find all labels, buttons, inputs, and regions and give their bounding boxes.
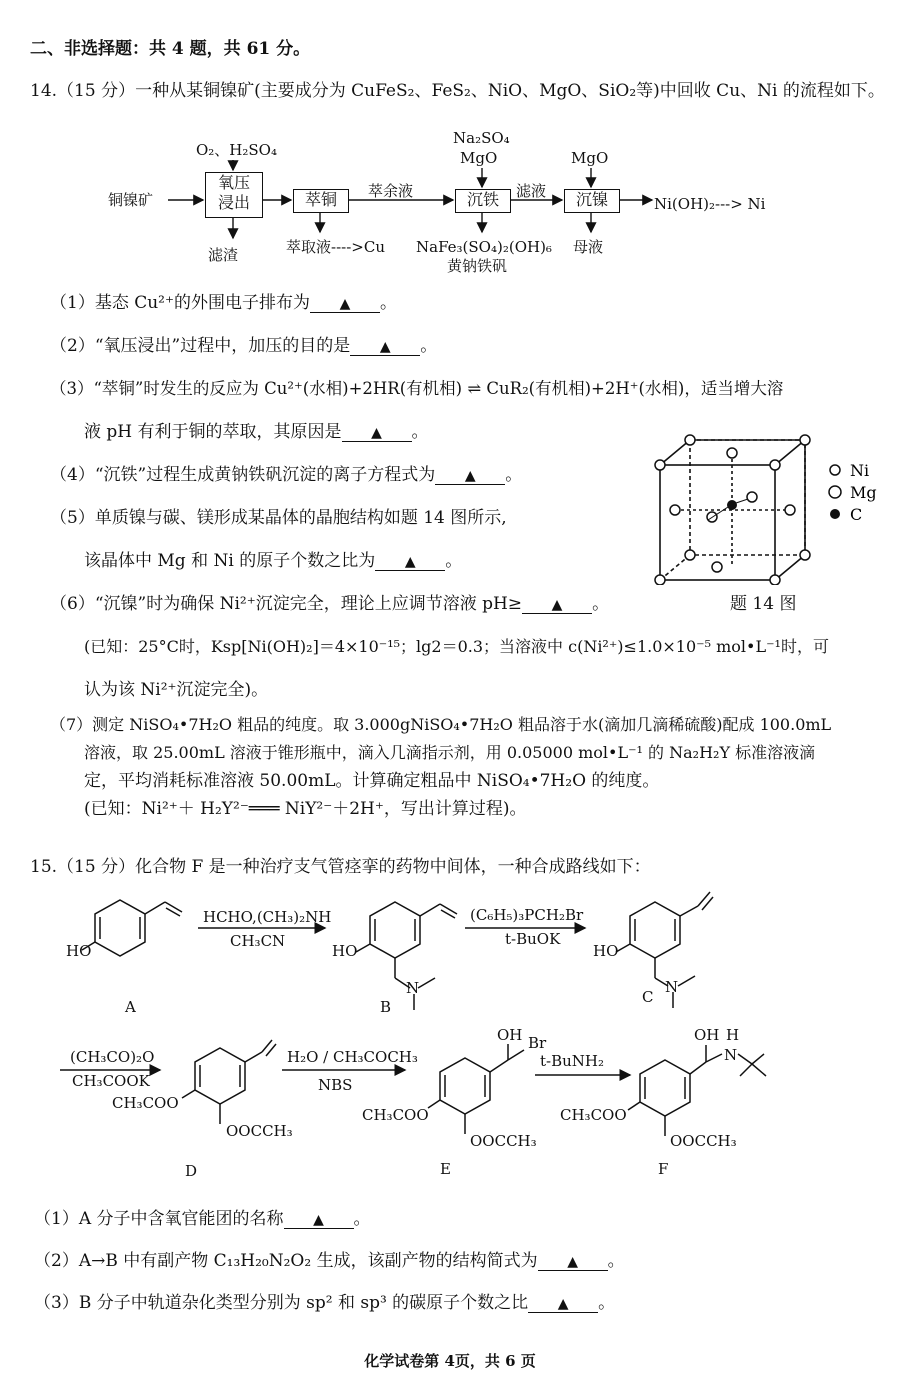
q14-part6-note2: 认为该 Ni²⁺沉淀完全)。 xyxy=(84,680,269,700)
q14-part5-line1: （5）单质镍与碳、镁形成某晶体的晶胞结构如题 14 图所示, xyxy=(50,508,507,528)
q14-part2-end: 。 xyxy=(420,336,438,356)
q14-part6-answer-blank[interactable]: ▲ xyxy=(522,597,592,614)
q15-part2-text: （2）A→B 中有副产物 C₁₃H₂₀N₂O₂ 生成，该副产物的结构简式为 xyxy=(34,1251,538,1271)
f-oocch3-label: OOCCH₃ xyxy=(670,1132,737,1150)
q15-part3-answer-blank[interactable]: ▲ xyxy=(528,1296,598,1313)
q14-stem: 14.（15 分）一种从某铜镍矿(主要成分为 CuFeS₂、FeS₂、NiO、MgO、SiO₂等)中回收 Cu、Ni 的流程如下。 xyxy=(30,81,885,101)
e-acetoxy-label: CH₃COO xyxy=(362,1106,429,1124)
q14-part1 xyxy=(50,292,397,314)
q15-stem: 15.（15 分）化合物 F 是一种治疗支气管痉挛的药物中间体，一种合成路线如下： xyxy=(30,857,651,877)
reagent-de-bottom: NBS xyxy=(318,1076,353,1094)
atom-ni-corner xyxy=(685,435,695,445)
q14-part5-text: 该晶体中 Mg 和 Ni 的原子个数之比为 xyxy=(84,551,376,571)
q14-part4-answer-blank[interactable]: ▲ xyxy=(435,468,505,485)
compound-f-structure xyxy=(628,1045,766,1136)
page-footer: 化学试卷第 4页，共 6 页 xyxy=(364,1352,536,1370)
flow-box1-input: O₂、H₂SO₄ xyxy=(196,141,277,159)
f-acetoxy-label: CH₃COO xyxy=(560,1106,627,1124)
flow-box-extract-copper: 萃铜 xyxy=(293,189,349,213)
q14-part3-text: 液 pH 有利于铜的萃取，其原因是 xyxy=(84,422,342,442)
q14-part6 xyxy=(50,593,609,615)
flow-arrow3-label: 滤液 xyxy=(516,182,547,200)
flow-box-remove-iron: 沉铁 xyxy=(455,189,511,213)
q14-part2 xyxy=(50,335,437,357)
d-oocch3-label: OOCCH₃ xyxy=(226,1122,293,1140)
d-acetoxy-label: CH₃COO xyxy=(112,1094,179,1112)
q15-part1-text: （1）A 分子中含氧官能团的名称 xyxy=(34,1209,284,1229)
q14-part3-line1: （3）“萃铜”时发生的反应为 Cu²⁺(水相)+2HR(有机相) ⇌ CuR₂(有机相)+2H⁺(水相)，适当增大溶 xyxy=(50,379,784,398)
atom-ni-corner xyxy=(685,550,695,560)
atom-mg-face xyxy=(670,505,680,515)
q14-part6-end: 。 xyxy=(592,594,610,614)
flow-box3-output-formula: NaFe₃(SO₄)₂(OH)₆ xyxy=(416,238,552,256)
b-ho-label: HO xyxy=(332,942,358,960)
crystal-cell-figure xyxy=(640,425,880,585)
synthesis-route xyxy=(0,880,900,1190)
flow-box4-input: MgO xyxy=(571,149,609,167)
flow-end: Ni(OH)₂---> Ni xyxy=(654,195,766,213)
a-ho-label: HO xyxy=(66,942,92,960)
q15-part2-end: 。 xyxy=(607,1251,625,1271)
q14-part3-answer-blank[interactable]: ▲ xyxy=(342,425,412,442)
q14-part4-end: 。 xyxy=(505,465,523,485)
e-oocch3-label: OOCCH₃ xyxy=(470,1132,537,1150)
q15-part3 xyxy=(34,1292,615,1314)
q15-part3-end: 。 xyxy=(598,1293,616,1313)
label-a: A xyxy=(125,998,136,1016)
reagent-cd-top: (CH₃CO)₂O xyxy=(70,1048,155,1066)
q14-part7-line4: (已知：Ni²⁺＋ H₂Y²⁻═══ NiY²⁻＋2H⁺，写出计算过程)。 xyxy=(84,799,527,819)
label-e: E xyxy=(440,1160,451,1178)
reagent-bc-top: (C₆H₅)₃PCH₂Br xyxy=(470,906,584,924)
atom-c-center xyxy=(727,500,737,510)
atom-mg-face xyxy=(747,492,757,502)
legend-mg-label: Mg xyxy=(850,483,877,502)
c-ho-label: HO xyxy=(593,942,619,960)
q14-part5-line2 xyxy=(84,550,462,572)
flow-box1-line2: 浸出 xyxy=(217,193,250,212)
atom-ni-corner xyxy=(655,575,665,585)
label-b: B xyxy=(380,998,392,1016)
q14-part2-answer-blank[interactable]: ▲ xyxy=(350,339,420,356)
flow-box3-input-2: MgO xyxy=(460,149,498,167)
label-f: F xyxy=(658,1160,669,1178)
flow-start: 铜镍矿 xyxy=(108,191,154,209)
c-n-label: N xyxy=(665,978,679,996)
q15-part1-answer-blank[interactable]: ▲ xyxy=(284,1212,354,1229)
q14-part1-answer-blank[interactable]: ▲ xyxy=(310,296,380,313)
reagent-bc-bottom: t-BuOK xyxy=(505,930,561,948)
q14-part7-line2: 溶液，取 25.00mL 溶液于锥形瓶中，滴入几滴指示剂，用 0.05000 mol•L⁻¹ 的 Na₂H₂Y 标准溶液滴 xyxy=(84,743,816,762)
q14-part3-end: 。 xyxy=(411,422,429,442)
q15-part1 xyxy=(34,1208,371,1230)
compound-d-structure xyxy=(182,1040,276,1124)
q14-part3-line2 xyxy=(84,421,429,443)
q14-part7-line1: （7）测定 NiSO₄•7H₂O 粗品的纯度。取 3.000gNiSO₄•7H₂O 粗品溶于水(滴加几滴稀硫酸)配成 100.0mL xyxy=(50,715,832,734)
flow-box2-output: 萃取液---->Cu xyxy=(286,238,385,256)
label-c: C xyxy=(642,988,654,1006)
e-oh-label: OH xyxy=(497,1026,523,1044)
q14-part1-text: （1）基态 Cu²⁺的外围电子排布为 xyxy=(50,293,310,313)
reagent-ab-bottom: CH₃CN xyxy=(230,932,286,950)
reagent-de-top: H₂O / CH₃COCH₃ xyxy=(287,1048,418,1066)
legend-ni-label: Ni xyxy=(850,461,870,480)
atom-ni-corner xyxy=(655,460,665,470)
section-title: 二、非选择题：共 4 题，共 61 分。 xyxy=(30,39,311,59)
flow-box1-line1: 氧压 xyxy=(217,173,250,192)
legend-c-label: C xyxy=(850,505,863,524)
flow-arrow2-label: 萃余液 xyxy=(368,182,414,200)
reagent-cd-bottom: CH₃COOK xyxy=(72,1072,150,1090)
f-h-label: H xyxy=(726,1026,740,1044)
atom-mg-face xyxy=(727,448,737,458)
atom-ni-corner xyxy=(770,460,780,470)
q14-part4-text: （4）“沉铁”过程生成黄钠铁矾沉淀的离子方程式为 xyxy=(50,465,436,485)
compound-a-structure xyxy=(82,900,182,956)
f-oh-label: OH xyxy=(694,1026,720,1044)
legend-ni-icon xyxy=(830,465,840,475)
q14-part4 xyxy=(50,464,522,486)
atom-mg-face xyxy=(785,505,795,515)
flow-arrows xyxy=(0,0,900,290)
compound-e-structure xyxy=(428,1044,524,1134)
q14-part6-note1: (已知：25°C时，Ksp[Ni(OH)₂]＝4×10⁻¹⁵；lg2＝0.3；当溶液中 c(Ni²⁺)≤1.0×10⁻⁵ mol•L⁻¹时，可 xyxy=(84,637,829,656)
q15-part2 xyxy=(34,1250,625,1272)
atom-mg-face xyxy=(712,562,722,572)
flow-box4-output: 母液 xyxy=(573,238,604,256)
q14-part5-end: 。 xyxy=(445,551,463,571)
label-d: D xyxy=(185,1162,198,1180)
flow-box3-output-name: 黄钠铁矾 xyxy=(447,257,508,275)
atom-ni-corner xyxy=(800,550,810,560)
e-br-label: Br xyxy=(528,1034,547,1052)
q14-part5-answer-blank[interactable]: ▲ xyxy=(375,554,445,571)
reagent-ef-top: t-BuNH₂ xyxy=(540,1052,604,1070)
atom-ni-corner xyxy=(800,435,810,445)
q14-part6-text: （6）“沉镍”时为确保 Ni²⁺沉淀完全，理论上应调节溶液 pH≥ xyxy=(50,594,523,614)
reagent-ab-top: HCHO,(CH₃)₂NH xyxy=(203,908,332,926)
atom-ni-corner xyxy=(770,575,780,585)
q15-part1-end: 。 xyxy=(353,1209,371,1229)
legend-mg-icon xyxy=(829,486,841,498)
q15-part3-text: （3）B 分子中轨道杂化类型分别为 sp² 和 sp³ 的碳原子个数之比 xyxy=(34,1293,529,1313)
flow-box-precipitate-nickel: 沉镍 xyxy=(564,189,620,213)
flow-box3-input-1: Na₂SO₄ xyxy=(453,129,510,147)
legend-c-icon xyxy=(830,509,840,519)
q14-part7-line3: 定，平均消耗标准溶液 50.00mL。计算确定粗品中 NiSO₄•7H₂O 的纯度。 xyxy=(84,771,660,791)
q14-part2-text: （2）“氧压浸出”过程中，加压的目的是 xyxy=(50,336,351,356)
figure-caption: 题 14 图 xyxy=(730,594,797,614)
flow-box1-output: 滤渣 xyxy=(208,246,239,264)
b-n-label: N xyxy=(406,979,420,997)
f-n-label: N xyxy=(724,1046,738,1064)
q14-part1-end: 。 xyxy=(379,293,397,313)
cell-edges xyxy=(660,440,805,580)
q15-part2-answer-blank[interactable]: ▲ xyxy=(538,1254,608,1271)
